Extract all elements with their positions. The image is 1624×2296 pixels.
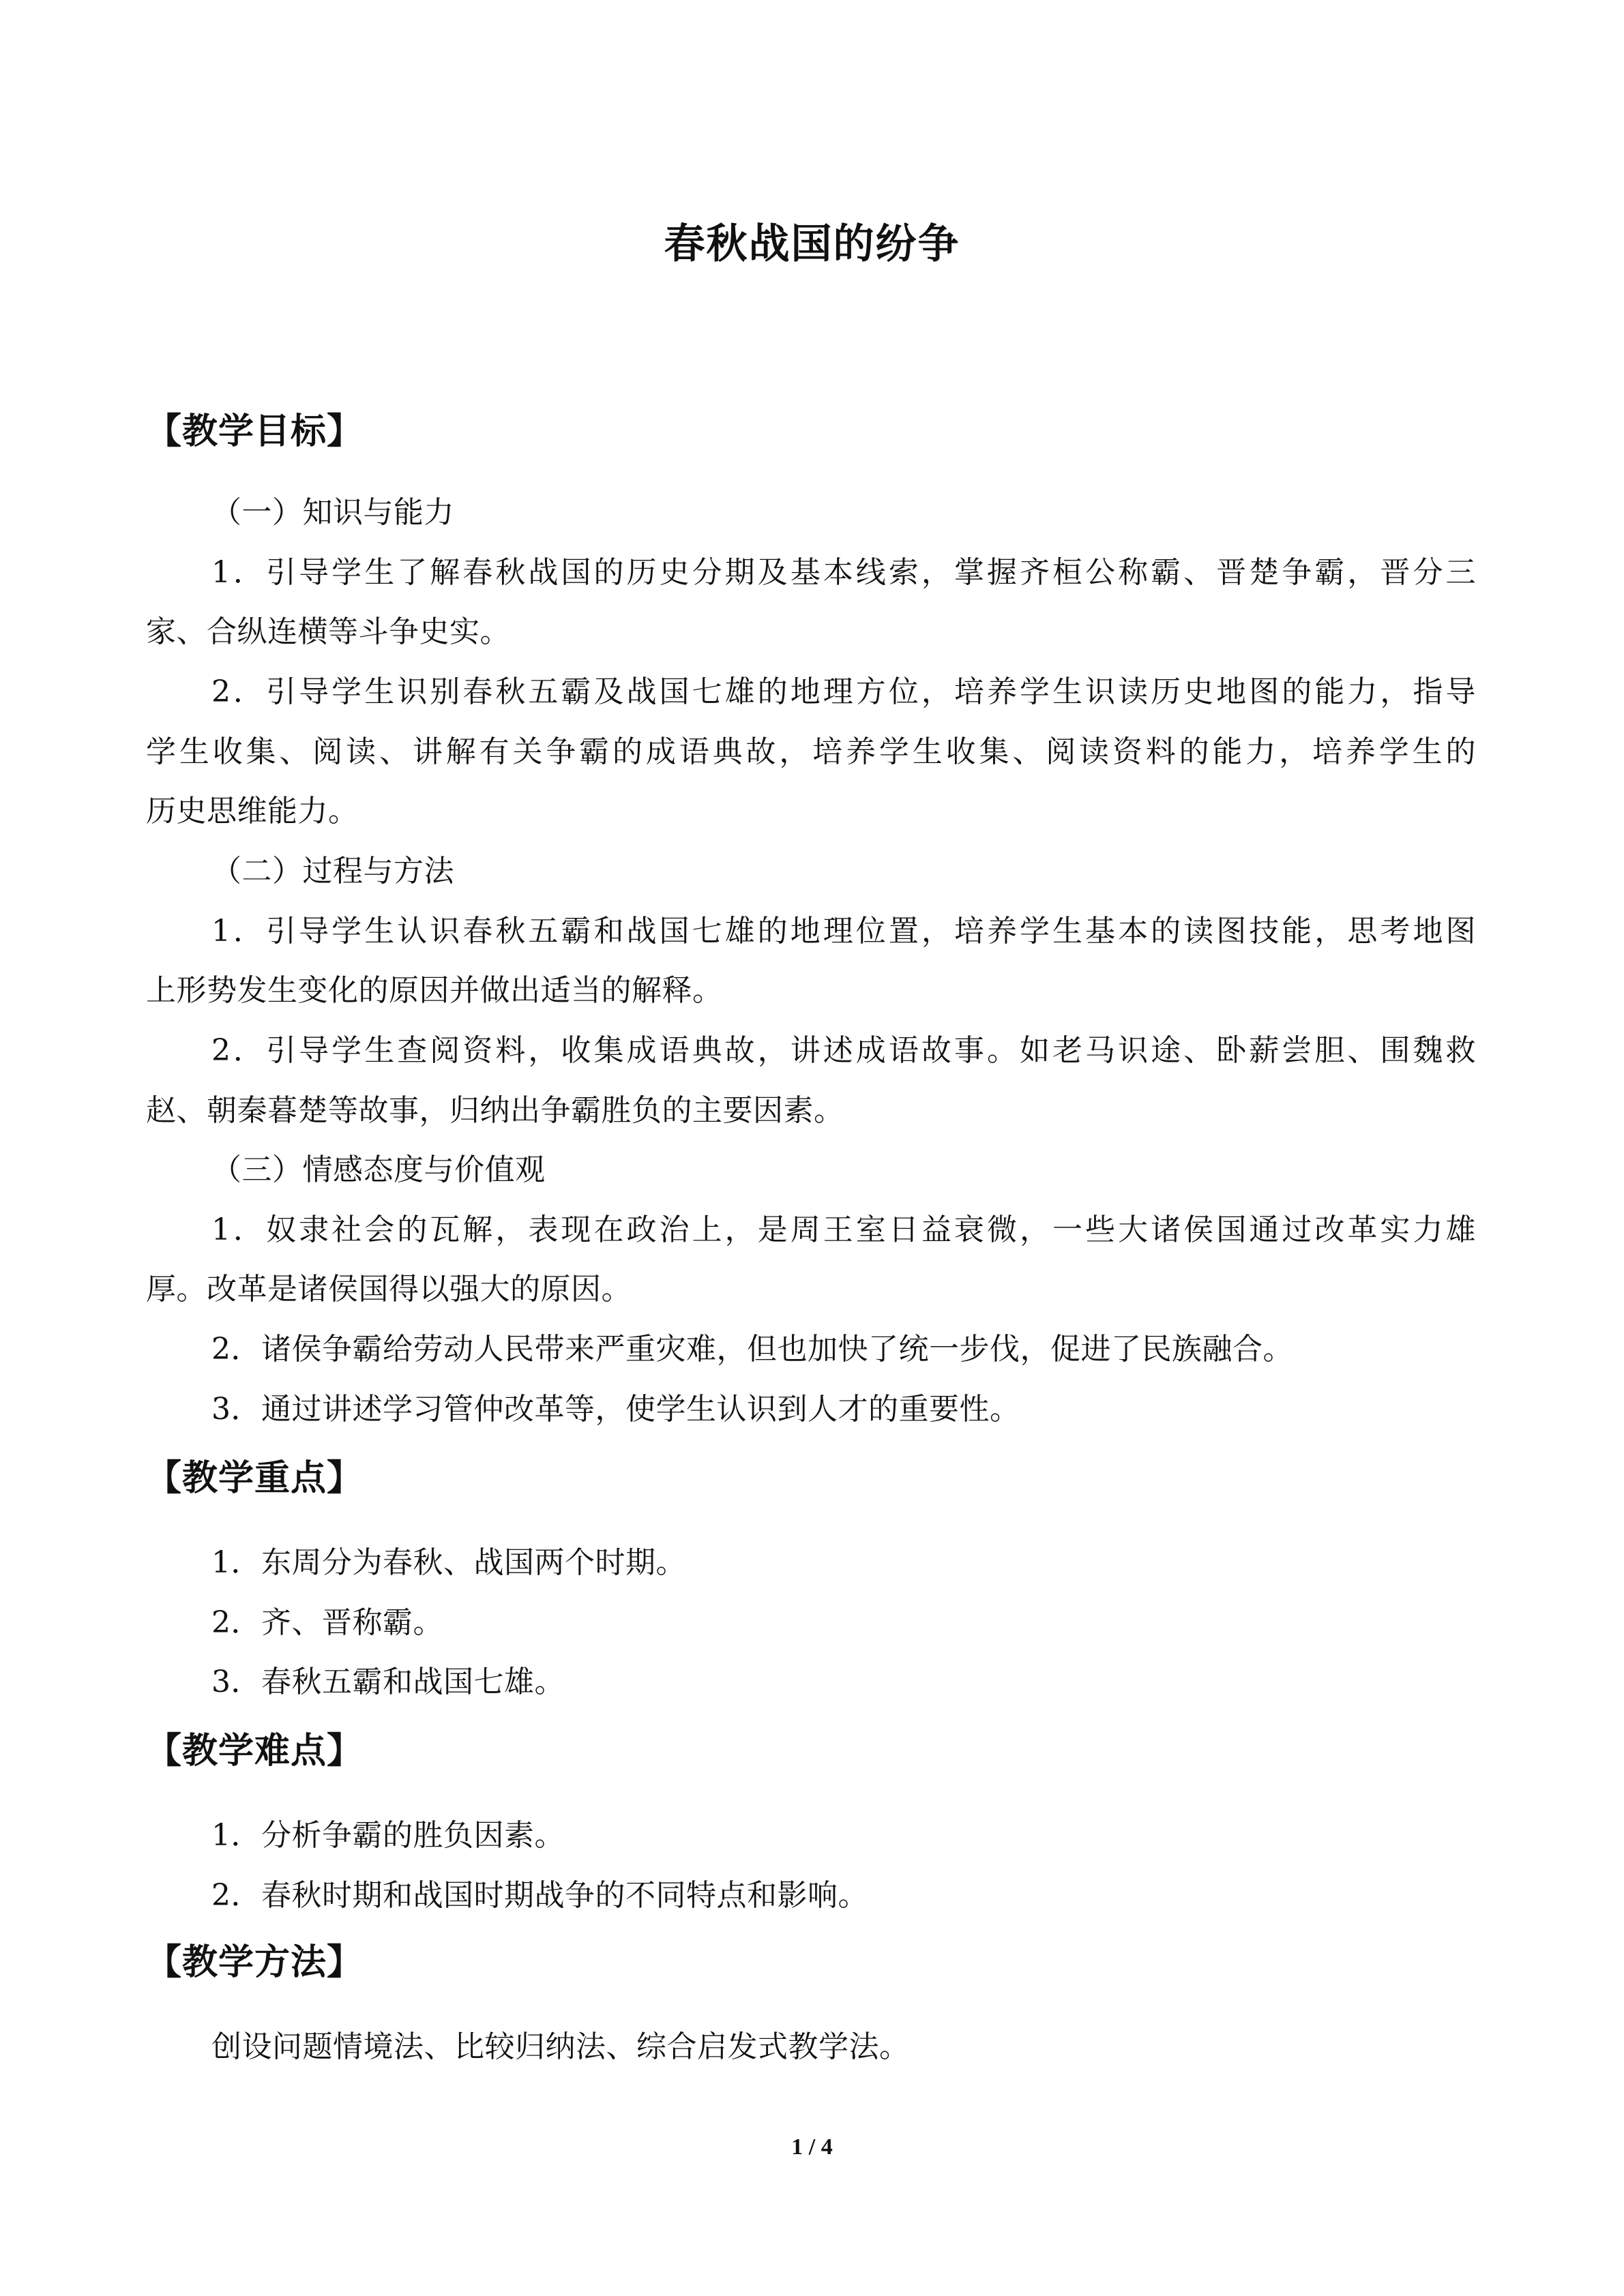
list-item: 1．东周分为春秋、战国两个时期。	[211, 1545, 686, 1580]
paragraph-line: 1．奴隶社会的瓦解，表现在政治上，是周王室日益衰微，一些大诸侯国通过改革实力雄	[211, 1212, 1476, 1247]
section-heading-key-points: 【教学重点】	[146, 1458, 364, 1499]
section-heading-difficulties: 【教学难点】	[146, 1731, 364, 1772]
paragraph-line: 学生收集、阅读、讲解有关争霸的成语典故，培养学生收集、阅读资料的能力，培养学生的	[146, 734, 1476, 769]
list-item: 2．春秋时期和战国时期战争的不同特点和影响。	[211, 1878, 868, 1913]
paragraph-line: 3．通过讲述学习管仲改革等，使学生认识到人才的重要性。	[211, 1392, 1020, 1427]
list-item: 2．齐、晋称霸。	[211, 1605, 443, 1640]
paragraph-line: 历史思维能力。	[146, 794, 359, 829]
subheading-emotion-values: （三）情感态度与价值观	[211, 1152, 546, 1187]
paragraph-line: 上形势发生变化的原因并做出适当的解释。	[146, 973, 723, 1008]
section-heading-methods: 【教学方法】	[146, 1942, 364, 1983]
document-title: 春秋战国的纷争	[664, 220, 960, 268]
paragraph-line: 2．引导学生识别春秋五霸及战国七雄的地理方位，培养学生识读历史地图的能力，指导	[211, 674, 1476, 709]
paragraph-line: 2．引导学生查阅资料，收集成语典故，讲述成语故事。如老马识途、卧薪尝胆、围魏救	[211, 1033, 1476, 1068]
subheading-knowledge-ability: （一）知识与能力	[211, 495, 454, 530]
paragraph-line: 2．诸侯争霸给劳动人民带来严重灾难，但也加快了统一步伐，促进了民族融合。	[211, 1332, 1293, 1367]
section-heading-objectives: 【教学目标】	[146, 411, 364, 452]
paragraph-line: 赵、朝秦暮楚等故事，归纳出争霸胜负的主要因素。	[146, 1093, 844, 1128]
page-number: 1 / 4	[791, 2134, 833, 2160]
list-item: 3．春秋五霸和战国七雄。	[211, 1665, 565, 1699]
list-item: 1．分析争霸的胜负因素。	[211, 1818, 565, 1853]
paragraph-line: 家、合纵连横等斗争史实。	[146, 614, 510, 649]
paragraph-line: 1．引导学生认识春秋五霸和战国七雄的地理位置，培养学生基本的读图技能，思考地图	[211, 914, 1476, 949]
paragraph-line: 厚。改革是诸侯国得以强大的原因。	[146, 1272, 632, 1307]
subheading-process-method: （二）过程与方法	[211, 854, 454, 889]
paragraph-line: 1．引导学生了解春秋战国的历史分期及基本线索，掌握齐桓公称霸、晋楚争霸，晋分三	[211, 555, 1476, 590]
paragraph-line: 创设问题情境法、比较归纳法、综合启发式教学法。	[211, 2029, 910, 2064]
